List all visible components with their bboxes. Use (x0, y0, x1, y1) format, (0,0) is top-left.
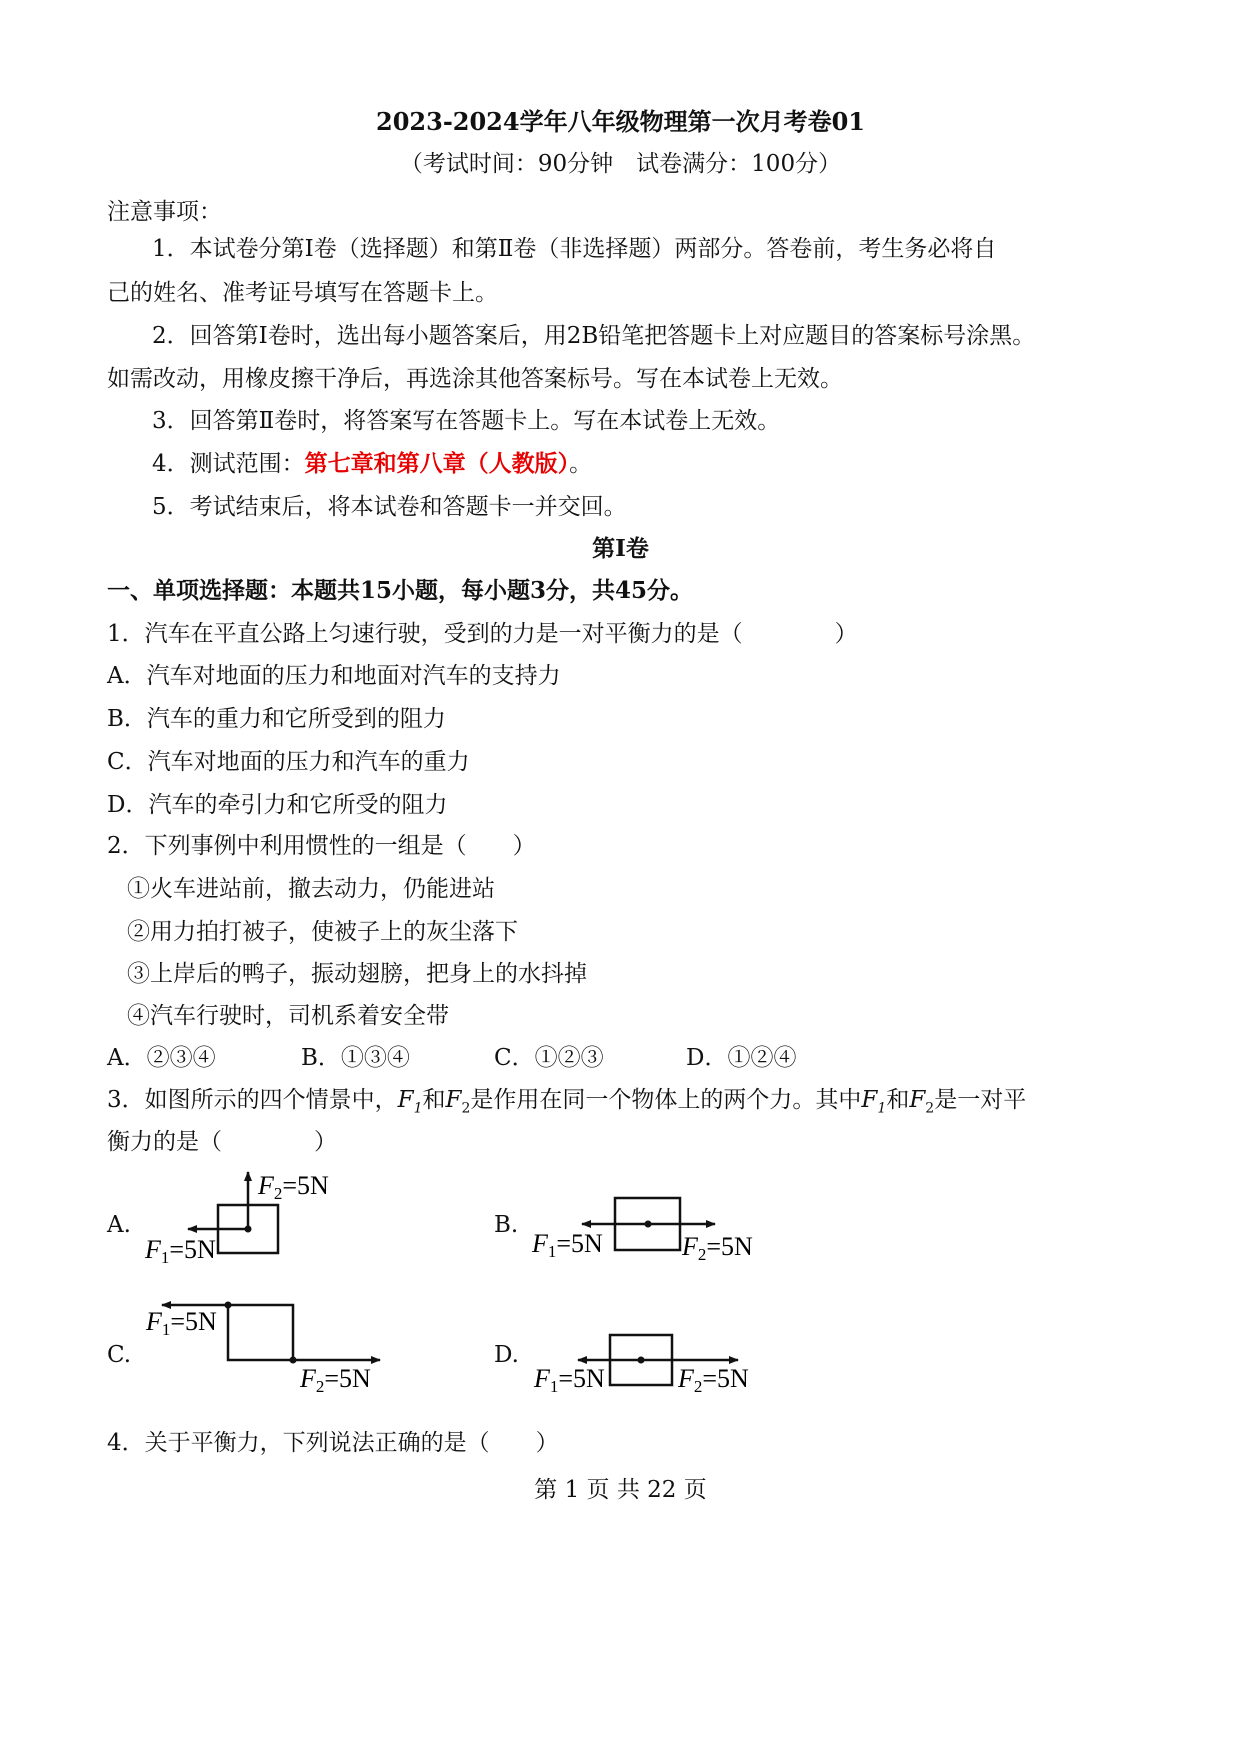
question-2-option-d: D．①②④ (686, 1045, 797, 1071)
page-footer: 第 1 页 共 22 页 (534, 1477, 707, 1503)
question-1-option-a: A．汽车对地面的压力和地面对汽车的支持力 (107, 663, 561, 689)
svg-text:F2=5N (299, 1364, 371, 1395)
notice-item-2-line-2: 如需改动，用橡皮擦干净后，再选涂其他答案标号。写在本试卷上无效。 (107, 366, 843, 392)
notice-heading: 注意事项： (107, 199, 222, 225)
q3-text-2: 是作用在同一个物体上的两个力。其中 (470, 1087, 862, 1113)
figure-d-force-diagram (530, 1325, 770, 1400)
figure-a-force-diagram (140, 1160, 360, 1265)
q3-f1-sub: 1 (413, 1100, 423, 1117)
fig-b-f2: F (682, 1232, 698, 1261)
test-scope-highlight: 第七章和第八章（人教版） (304, 450, 570, 477)
q3-f1: F (397, 1087, 414, 1113)
figure-b-label: B. (494, 1212, 519, 1238)
fig-d-f1-value: =5N (558, 1364, 605, 1393)
fig-b-f2-sub: 2 (697, 1245, 707, 1264)
figure-c-label: C. (107, 1342, 132, 1368)
exam-info: （考试时间：90分钟 试卷满分：100分） (399, 151, 842, 177)
figure-a-label: A. (107, 1212, 131, 1238)
q3-and-1: 和 (422, 1087, 446, 1113)
block-c (228, 1305, 293, 1360)
svg-text:F1=5N (533, 1364, 605, 1396)
notice-item-4 (152, 448, 592, 480)
fig-a-f1: F (145, 1235, 161, 1264)
q3-text-1: 3．如图所示的四个情景中， (107, 1087, 398, 1113)
question-2-statement-2: ②用力拍打被子，使被子上的灰尘落下 (127, 919, 518, 945)
question-2-option-b: B．①③④ (301, 1045, 410, 1071)
question-1-option-c: C．汽车对地面的压力和汽车的重力 (107, 749, 470, 775)
q3-f1b-sub: 1 (877, 1100, 887, 1117)
fig-d-f1: F (534, 1364, 550, 1393)
q3-f1b: F (861, 1087, 878, 1113)
fig-d-f2-sub: 2 (693, 1377, 703, 1396)
fig-c-f2-value: =5N (324, 1364, 371, 1393)
notice-item-4-prefix: 4．测试范围： (152, 451, 305, 477)
figure-d-label: D. (494, 1342, 519, 1368)
question-2-statement-3: ③上岸后的鸭子，振动翅膀，把身上的水抖掉 (127, 961, 587, 987)
notice-item-1-line-2: 己的姓名、准考证号填写在答题卡上。 (107, 280, 498, 306)
question-3-stem-line-2: 衡力的是（ ） (107, 1129, 337, 1155)
svg-text:F2=5N (257, 1171, 329, 1203)
svg-text:F1=5N (531, 1229, 603, 1261)
notice-item-3: 3．回答第Ⅱ卷时，将答案写在答题卡上。写在本试卷上无效。 (152, 408, 781, 434)
notice-item-2-line-1: 2．回答第Ⅰ卷时，选出每小题答案后，用2B铅笔把答题卡上对应题目的答案标号涂黑。 (152, 323, 1036, 349)
fig-d-f2-value: =5N (702, 1364, 749, 1393)
question-4-stem: 4．关于平衡力，下列说法正确的是（ ） (107, 1430, 559, 1456)
fig-a-f2: F (258, 1171, 274, 1200)
fig-a-f2-sub: 2 (273, 1184, 283, 1203)
page-title: 2023-2024学年八年级物理第一次月考卷01 (376, 107, 865, 136)
svg-text:F2=5N (677, 1364, 749, 1396)
fig-a-f2-value: =5N (282, 1171, 329, 1200)
fig-c-f1: F (146, 1307, 162, 1336)
fig-d-f1-sub: 1 (549, 1377, 559, 1396)
figure-b-force-diagram (530, 1190, 770, 1265)
fig-b-f2-value: =5N (706, 1232, 753, 1261)
fig-c-f1-sub: 1 (161, 1320, 171, 1339)
figure-c-force-diagram (140, 1290, 390, 1395)
fig-a-f1-value: =5N (169, 1235, 216, 1264)
fig-b-f1-value: =5N (556, 1229, 603, 1258)
q3-f2: F (445, 1087, 462, 1113)
fig-c-f1-value: =5N (170, 1307, 217, 1336)
fig-b-f1-sub: 1 (547, 1242, 557, 1261)
question-2-statement-1: ①火车进站前，撤去动力，仍能进站 (127, 876, 495, 902)
svg-text:F1=5N (145, 1307, 217, 1339)
fig-c-f2: F (300, 1364, 316, 1393)
part-1-heading: 一、单项选择题：本题共15小题，每小题3分，共45分。 (107, 577, 694, 604)
question-2-option-c: C．①②③ (494, 1045, 604, 1071)
fig-b-f1: F (532, 1229, 548, 1258)
q3-text-3: 是一对平 (934, 1087, 1027, 1113)
notice-item-5: 5．考试结束后，将本试卷和答题卡一并交回。 (152, 494, 627, 520)
q3-and-2: 和 (886, 1087, 910, 1113)
fig-c-f2-sub: 2 (315, 1377, 325, 1395)
q3-f2b: F (909, 1087, 926, 1113)
question-1-option-d: D．汽车的牵引力和它所受的阻力 (107, 792, 448, 818)
question-2-statement-4: ④汽车行驶时，司机系着安全带 (127, 1003, 449, 1029)
question-2-stem: 2．下列事例中利用惯性的一组是（ ） (107, 833, 536, 859)
q3-f2b-sub: 2 (925, 1100, 935, 1117)
question-1-stem: 1．汽车在平直公路上匀速行驶，受到的力是一对平衡力的是（ ） (107, 621, 858, 647)
fig-a-f1-sub: 1 (160, 1248, 170, 1265)
question-1-option-b: B．汽车的重力和它所受到的阻力 (107, 706, 446, 732)
section-title: 第Ⅰ卷 (592, 535, 649, 562)
svg-text:F2=5N (681, 1232, 753, 1264)
notice-item-1-line-1: 1．本试卷分第Ⅰ卷（选择题）和第Ⅱ卷（非选择题）两部分。答卷前，考生务必将自 (152, 236, 997, 262)
q3-f2-sub: 2 (461, 1100, 471, 1117)
fig-d-f2: F (678, 1364, 694, 1393)
question-3-stem-line-1 (107, 1084, 1026, 1125)
svg-text:F1=5N (144, 1235, 216, 1265)
notice-item-4-suffix: 。 (569, 451, 593, 477)
question-2-option-a: A．②③④ (107, 1045, 216, 1071)
